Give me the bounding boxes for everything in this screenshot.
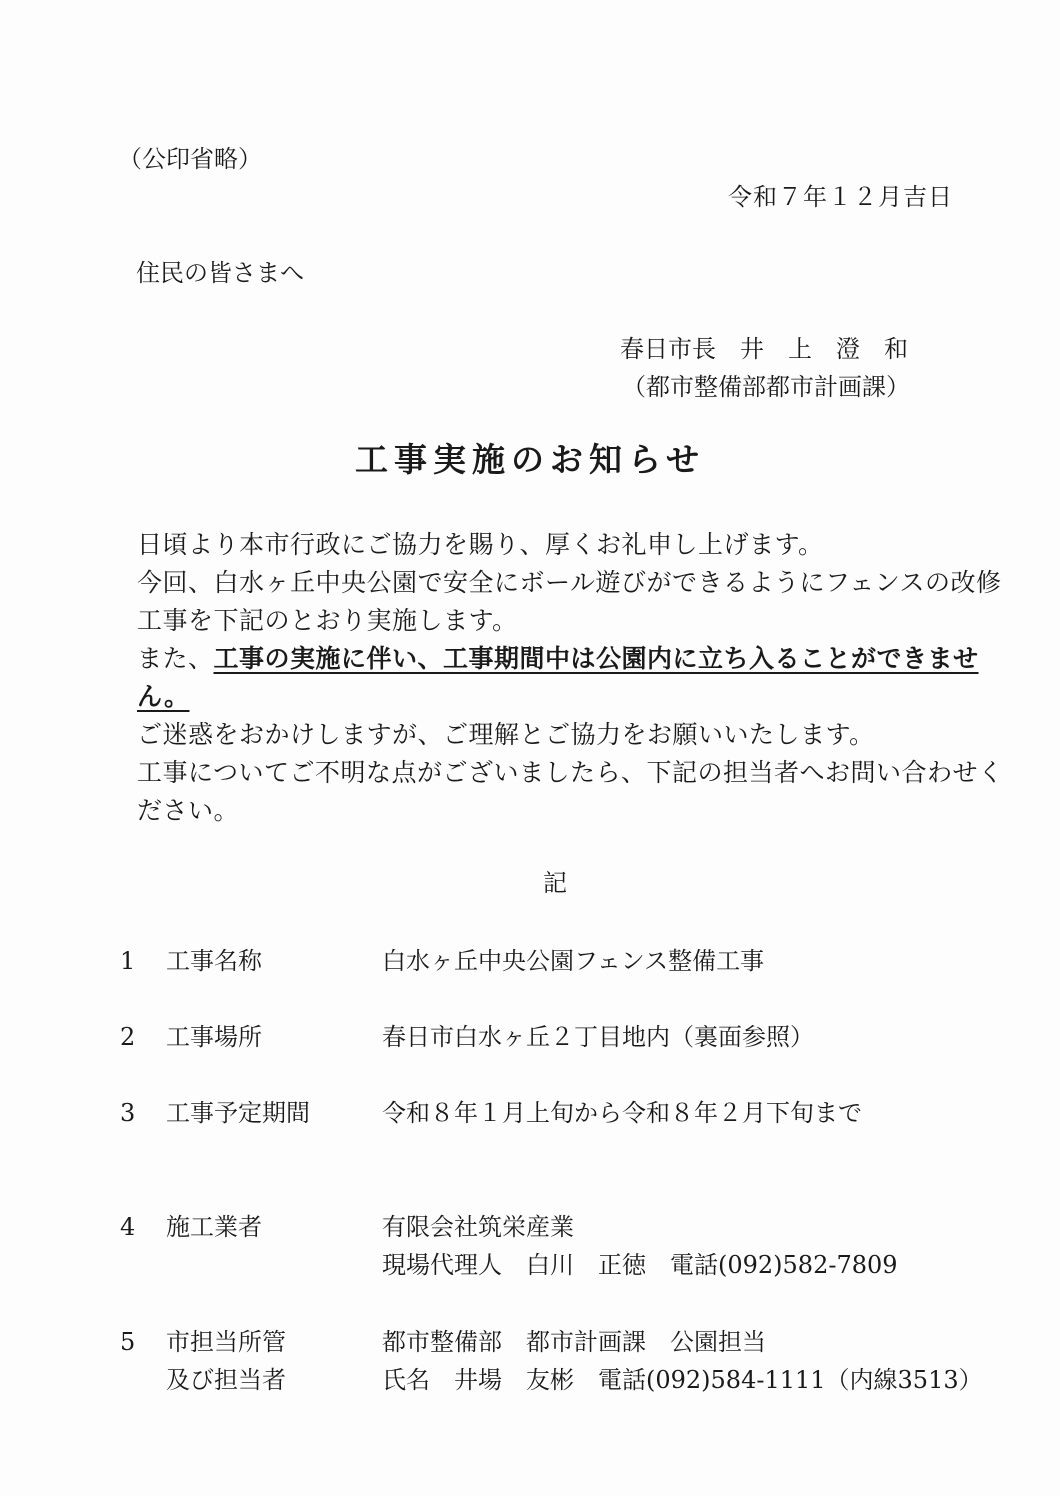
item-number: 1: [120, 947, 136, 975]
addressee: 住民の皆さまへ: [136, 259, 304, 287]
item-label-construction-name: 工事名称: [166, 947, 262, 975]
ki-heading: 記: [543, 869, 567, 897]
body-paragraph-contact: 工事についてご不明な点がございましたら、下記の担当者へお問い合わせください。: [137, 758, 1004, 825]
sender-department: （都市整備部都市計画課）: [622, 373, 910, 401]
item-label-contractor: 施工業者: [166, 1213, 262, 1241]
item-label-city-office: 市担当所管: [166, 1328, 286, 1356]
item-label-period: 工事予定期間: [166, 1099, 310, 1127]
sender-name: 春日市長 井 上 澄 和: [620, 335, 908, 363]
item-value-contact-person: 氏名 井場 友彬 電話(092)584-1111（内線3513）: [382, 1366, 983, 1394]
item-number: 3: [120, 1099, 136, 1127]
page-title: 工事実施のお知らせ: [354, 440, 705, 479]
item-value-site-agent: 現場代理人 白川 正徳 電話(092)582-7809: [382, 1251, 898, 1279]
body-paragraph-purpose: 今回、白水ヶ丘中央公園で安全にボール遊びができるようにフェンスの改修工事を下記のとおり実施します。: [137, 568, 1002, 635]
item-label-contact-person: 及び担当者: [166, 1366, 286, 1394]
restriction-underlined-text: 工事の実施に伴い、工事期間中は公園内に立ち入ることができません。: [137, 644, 979, 711]
body-paragraph-apology: ご迷惑をおかけしますが、ご理解とご協力をお願いいたします。: [137, 720, 875, 749]
item-number: 2: [120, 1023, 136, 1051]
body-paragraph-restriction: [112, 640, 1007, 716]
item-value-contractor: 有限会社筑栄産業: [382, 1213, 574, 1241]
item-value-location: 春日市白水ヶ丘２丁目地内（裏面参照）: [382, 1023, 814, 1051]
item-value-construction-name: 白水ヶ丘中央公園フェンス整備工事: [382, 947, 765, 975]
item-number: 4: [120, 1213, 136, 1241]
item-number: 5: [120, 1328, 136, 1356]
notice-body: [112, 526, 1007, 830]
item-value-city-office: 都市整備部 都市計画課 公園担当: [382, 1328, 766, 1356]
body-paragraph-greeting: 日頃より本市行政にご協力を賜り、厚くお礼申し上げます。: [137, 530, 824, 559]
item-label-location: 工事場所: [166, 1023, 262, 1051]
seal-omitted-note: （公印省略）: [118, 145, 262, 173]
item-value-period: 令和８年１月上旬から令和８年２月下旬まで: [382, 1099, 862, 1127]
restriction-prefix: また、: [137, 644, 214, 673]
issue-date: 令和７年１２月吉日: [728, 183, 953, 211]
